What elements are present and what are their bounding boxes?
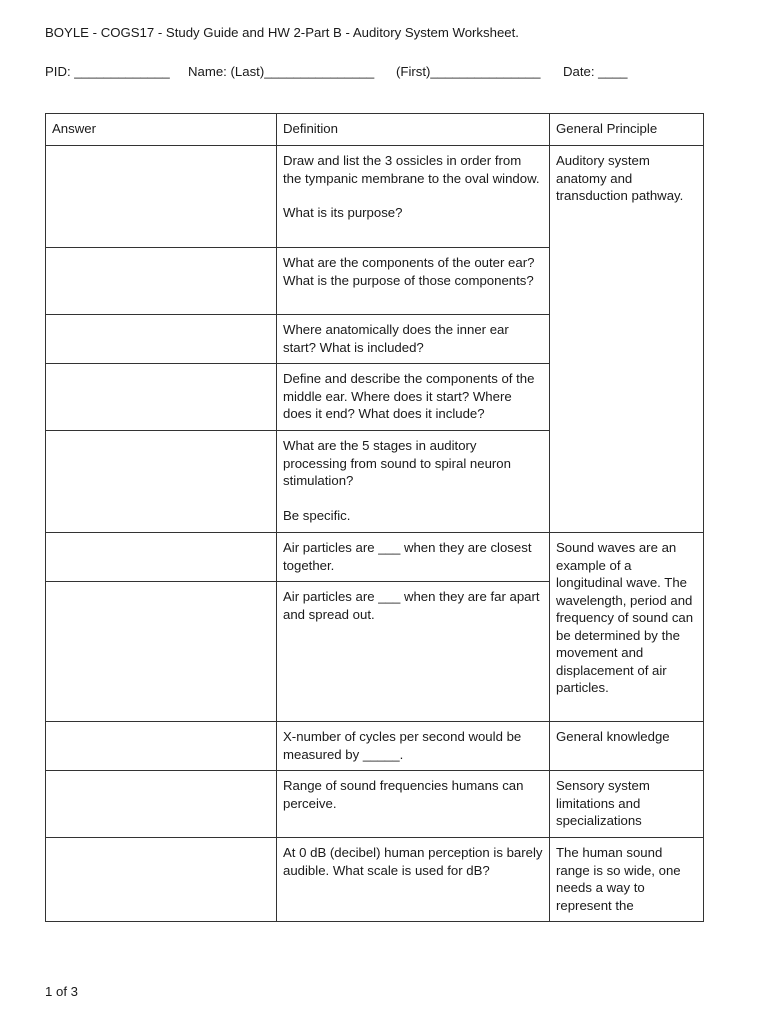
definition-text: What are the 5 stages in auditory processing from sound to spiral neuron stimulation?: [283, 438, 511, 488]
answer-cell[interactable]: [46, 771, 277, 838]
principle-cell: Sensory system limitations and specializations: [550, 771, 704, 838]
first-name-field[interactable]: (First)_______________: [396, 64, 541, 79]
definition-cell: X-number of cycles per second would be measured by _____.: [277, 722, 550, 771]
answer-cell[interactable]: [46, 248, 277, 315]
answer-cell[interactable]: [46, 315, 277, 364]
column-header-principle: General Principle: [550, 114, 704, 146]
definition-cell: [277, 146, 550, 248]
definition-cell: What are the components of the outer ear? What is the purpose of those components?: [277, 248, 550, 315]
answer-cell[interactable]: [46, 431, 277, 533]
answer-cell[interactable]: [46, 146, 277, 248]
date-field[interactable]: Date: ____: [563, 64, 628, 79]
principle-cell: Sound waves are an example of a longitudinal wave. The wavelength, period and frequency of sound can be determined by the movement and displacement of air particles.: [550, 533, 704, 722]
answer-cell[interactable]: [46, 838, 277, 922]
definition-followup: What is its purpose?: [283, 205, 403, 220]
column-header-definition: Definition: [277, 114, 550, 146]
definition-cell: [277, 431, 550, 533]
table-row: [46, 771, 704, 838]
principle-cell: General knowledge: [550, 722, 704, 771]
table-row: [46, 722, 704, 771]
page-number: 1 of 3: [45, 984, 78, 999]
answer-cell[interactable]: [46, 722, 277, 771]
definition-followup: Be specific.: [283, 507, 351, 523]
column-header-answer: Answer: [46, 114, 277, 146]
worksheet-table: [45, 113, 704, 922]
table-row: [46, 838, 704, 922]
table-row: [46, 533, 704, 582]
definition-cell: Define and describe the components of the middle ear. Where does it start? Where does it end? What does it include?: [277, 364, 550, 431]
answer-cell[interactable]: [46, 533, 277, 582]
definition-cell: At 0 dB (decibel) human perception is barely audible. What scale is used for dB?: [277, 838, 550, 922]
principle-cell: The human sound range is so wide, one needs a way to represent the: [550, 838, 704, 922]
student-info-line: [45, 63, 628, 81]
answer-cell[interactable]: [46, 364, 277, 431]
last-name-field[interactable]: Name: (Last)_______________: [188, 64, 375, 79]
document-title: BOYLE - COGS17 - Study Guide and HW 2-Part B - Auditory System Worksheet.: [45, 25, 519, 40]
principle-cell: Auditory system anatomy and transduction pathway.: [550, 146, 704, 533]
definition-cell: Air particles are ___ when they are closest together.: [277, 533, 550, 582]
table-header-row: [46, 114, 704, 146]
pid-field[interactable]: PID: _____________: [45, 64, 170, 79]
definition-cell: Range of sound frequencies humans can perceive.: [277, 771, 550, 838]
definition-cell: Air particles are ___ when they are far apart and spread out.: [277, 582, 550, 722]
answer-cell[interactable]: [46, 582, 277, 722]
table-row: [46, 146, 704, 248]
definition-text: Draw and list the 3 ossicles in order from the tympanic membrane to the oval window.: [283, 153, 540, 186]
definition-cell: Where anatomically does the inner ear start? What is included?: [277, 315, 550, 364]
